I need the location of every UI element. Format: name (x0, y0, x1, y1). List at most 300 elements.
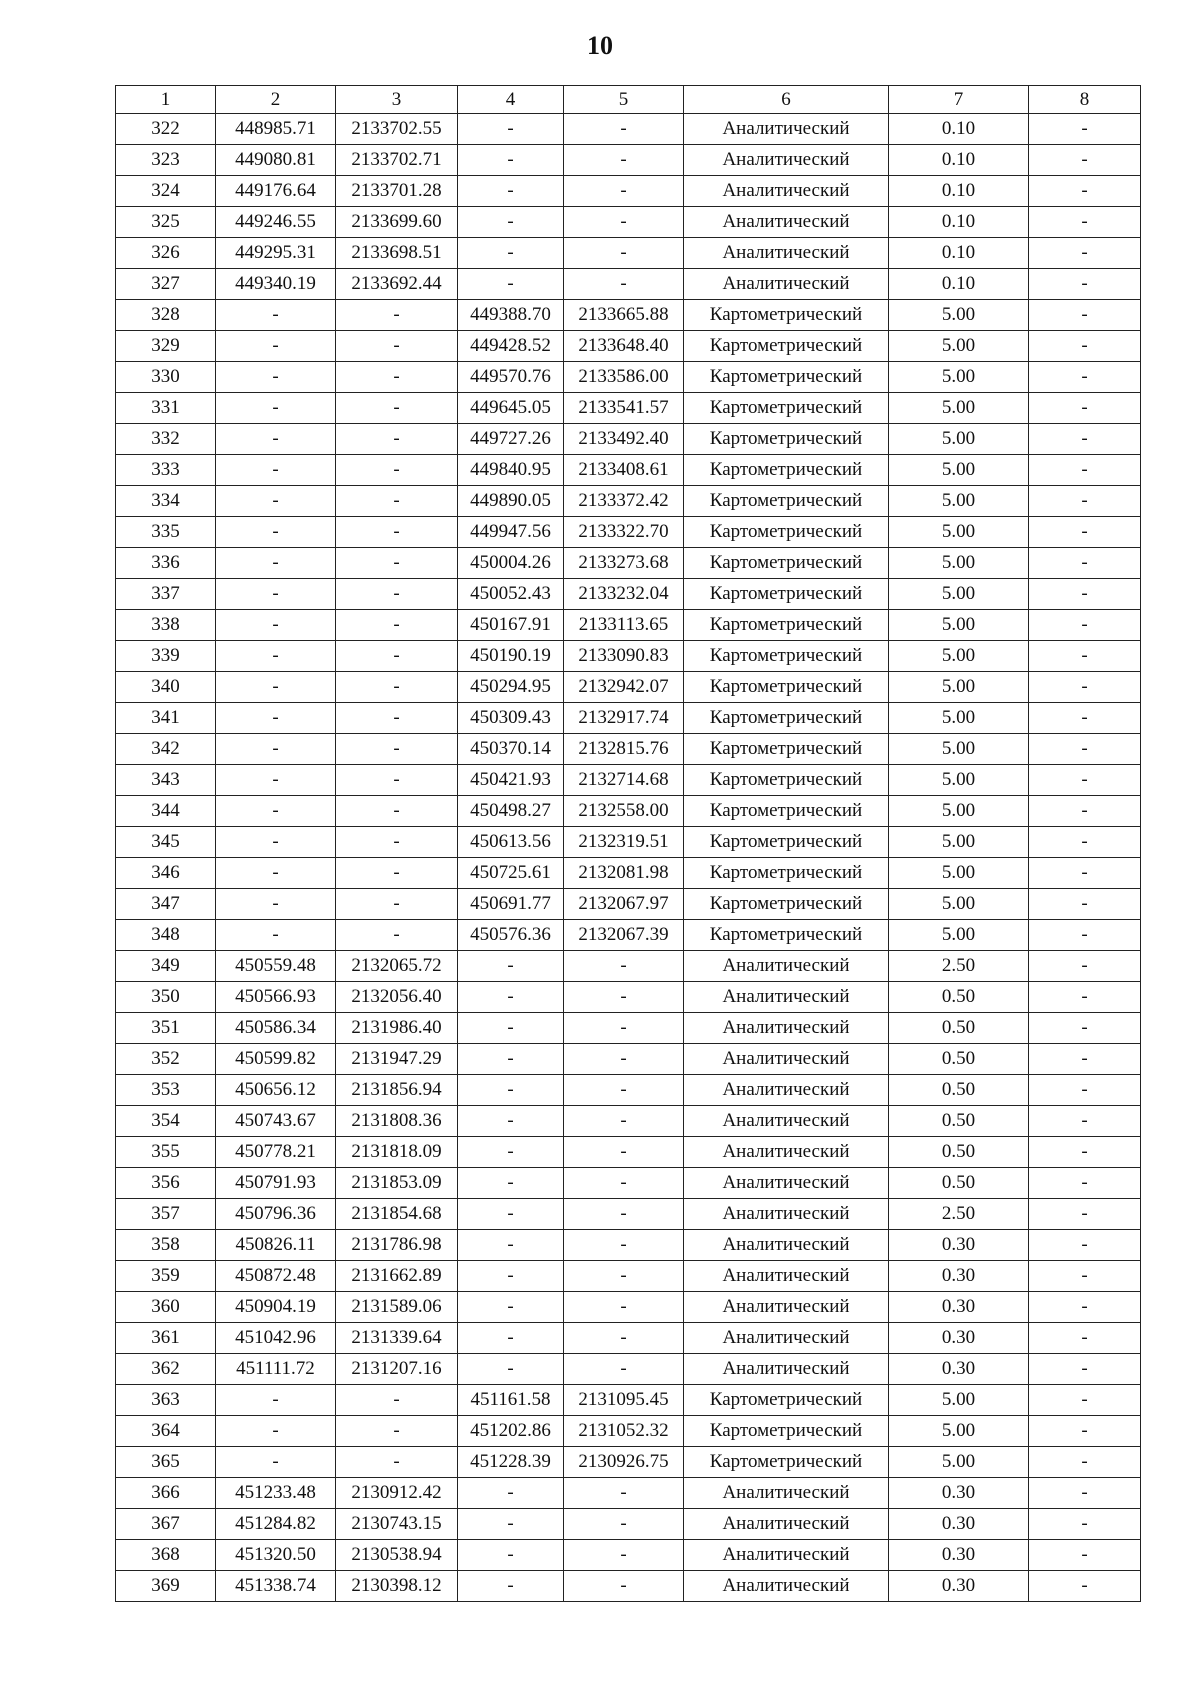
table-cell: - (564, 238, 684, 269)
table-cell: 0.30 (889, 1571, 1029, 1602)
table-cell: - (458, 1540, 564, 1571)
table-cell: 2133698.51 (336, 238, 458, 269)
table-cell: 2.50 (889, 1199, 1029, 1230)
table-row (116, 362, 1141, 393)
column-header: 8 (1029, 86, 1141, 114)
table-cell: 450872.48 (216, 1261, 336, 1292)
table-row (116, 424, 1141, 455)
table-cell: 338 (116, 610, 216, 641)
table-row (116, 517, 1141, 548)
table-cell: 450586.34 (216, 1013, 336, 1044)
table-row (116, 145, 1141, 176)
table-cell: 450725.61 (458, 858, 564, 889)
table-cell: - (216, 610, 336, 641)
table-cell: 450613.56 (458, 827, 564, 858)
table-cell: 450904.19 (216, 1292, 336, 1323)
table-cell: - (564, 1354, 684, 1385)
table-cell: 2130926.75 (564, 1447, 684, 1478)
table-cell: 358 (116, 1230, 216, 1261)
table-cell: 2133408.61 (564, 455, 684, 486)
table-cell: - (216, 1385, 336, 1416)
table-cell: - (1029, 796, 1141, 827)
column-header: 5 (564, 86, 684, 114)
table-cell: Аналитический (684, 1261, 889, 1292)
table-cell: - (458, 1571, 564, 1602)
table-cell: Картометрический (684, 362, 889, 393)
table-row (116, 920, 1141, 951)
table-row (116, 548, 1141, 579)
table-cell: - (564, 269, 684, 300)
table-cell: 0.50 (889, 1075, 1029, 1106)
table-cell: - (458, 1323, 564, 1354)
table-cell: - (336, 703, 458, 734)
table-cell: Аналитический (684, 1075, 889, 1106)
table-cell: 2131818.09 (336, 1137, 458, 1168)
table-cell: 361 (116, 1323, 216, 1354)
table-cell: 450421.93 (458, 765, 564, 796)
table-cell: 2133692.44 (336, 269, 458, 300)
table-cell: 2131095.45 (564, 1385, 684, 1416)
table-cell: - (1029, 1540, 1141, 1571)
table-row (116, 393, 1141, 424)
table-row (116, 1509, 1141, 1540)
table-cell: 0.50 (889, 1106, 1029, 1137)
table-cell: - (1029, 1075, 1141, 1106)
table-row (116, 579, 1141, 610)
table-cell: 331 (116, 393, 216, 424)
table-cell: - (564, 1323, 684, 1354)
table-cell: - (458, 114, 564, 145)
table-cell: 2131052.32 (564, 1416, 684, 1447)
table-cell: - (336, 641, 458, 672)
table-cell: 330 (116, 362, 216, 393)
table-cell: - (458, 1478, 564, 1509)
table-cell: Аналитический (684, 1323, 889, 1354)
table-cell: 362 (116, 1354, 216, 1385)
table-cell: - (1029, 641, 1141, 672)
table-cell: - (336, 610, 458, 641)
table-cell: - (1029, 1385, 1141, 1416)
table-cell: 2131853.09 (336, 1168, 458, 1199)
table-cell: 333 (116, 455, 216, 486)
table-cell: Аналитический (684, 238, 889, 269)
table-cell: 0.30 (889, 1478, 1029, 1509)
table-cell: 5.00 (889, 300, 1029, 331)
table-cell: - (216, 517, 336, 548)
table-cell: - (564, 1540, 684, 1571)
table-cell: - (336, 486, 458, 517)
table-row (116, 1013, 1141, 1044)
table-cell: - (216, 858, 336, 889)
table-cell: Картометрический (684, 517, 889, 548)
table-cell: - (1029, 1230, 1141, 1261)
table-cell: 5.00 (889, 486, 1029, 517)
table-cell: - (216, 827, 336, 858)
table-cell: 0.50 (889, 1044, 1029, 1075)
table-cell: - (1029, 176, 1141, 207)
table-cell: - (1029, 1571, 1141, 1602)
table-cell: 451042.96 (216, 1323, 336, 1354)
table-cell: - (1029, 827, 1141, 858)
table-cell: 450190.19 (458, 641, 564, 672)
table-cell: - (564, 176, 684, 207)
table-cell: 2131207.16 (336, 1354, 458, 1385)
table-row (116, 641, 1141, 672)
table-cell: Аналитический (684, 982, 889, 1013)
table-cell: Аналитический (684, 1292, 889, 1323)
table-cell: 332 (116, 424, 216, 455)
table-cell: 0.30 (889, 1292, 1029, 1323)
table-cell: 2131662.89 (336, 1261, 458, 1292)
table-cell: Аналитический (684, 951, 889, 982)
table-cell: 360 (116, 1292, 216, 1323)
table-cell: 341 (116, 703, 216, 734)
table-cell: 2130538.94 (336, 1540, 458, 1571)
table-cell: - (1029, 455, 1141, 486)
table-cell: - (1029, 1323, 1141, 1354)
table-cell: 449388.70 (458, 300, 564, 331)
table-cell: 359 (116, 1261, 216, 1292)
table-row (116, 1354, 1141, 1385)
table-cell: Аналитический (684, 1354, 889, 1385)
table-cell: - (336, 393, 458, 424)
table-cell: 450796.36 (216, 1199, 336, 1230)
table-cell: 2133665.88 (564, 300, 684, 331)
table-cell: 450566.93 (216, 982, 336, 1013)
table-cell: 326 (116, 238, 216, 269)
table-cell: - (1029, 1261, 1141, 1292)
table-cell: - (1029, 982, 1141, 1013)
table-cell: 0.30 (889, 1230, 1029, 1261)
table-cell: - (458, 1509, 564, 1540)
table-cell: - (1029, 424, 1141, 455)
table-cell: - (1029, 1137, 1141, 1168)
table-cell: 2133113.65 (564, 610, 684, 641)
table-cell: 367 (116, 1509, 216, 1540)
page-number: 10 (587, 31, 613, 60)
table-cell: 2133702.71 (336, 145, 458, 176)
table-cell: 450559.48 (216, 951, 336, 982)
table-cell: Аналитический (684, 1168, 889, 1199)
table-cell: - (1029, 145, 1141, 176)
table-cell: 2131339.64 (336, 1323, 458, 1354)
table-cell: 0.10 (889, 145, 1029, 176)
table-cell: - (1029, 1447, 1141, 1478)
table-cell: - (1029, 393, 1141, 424)
table-cell: - (216, 331, 336, 362)
table-cell: 2132319.51 (564, 827, 684, 858)
table-cell: 5.00 (889, 889, 1029, 920)
table-cell: 450778.21 (216, 1137, 336, 1168)
table-row (116, 1044, 1141, 1075)
table-cell: 327 (116, 269, 216, 300)
table-cell: 0.10 (889, 176, 1029, 207)
table-row (116, 1230, 1141, 1261)
table-cell: Картометрический (684, 455, 889, 486)
table-cell: Картометрический (684, 765, 889, 796)
table-cell: 450052.43 (458, 579, 564, 610)
table-cell: 5.00 (889, 734, 1029, 765)
table-cell: 450656.12 (216, 1075, 336, 1106)
table-cell: 348 (116, 920, 216, 951)
table-cell: Картометрический (684, 827, 889, 858)
table-cell: 2133699.60 (336, 207, 458, 238)
table-cell: - (1029, 486, 1141, 517)
table-cell: 2133701.28 (336, 176, 458, 207)
column-header: 4 (458, 86, 564, 114)
table-row (116, 176, 1141, 207)
table-cell: Картометрический (684, 1416, 889, 1447)
table-cell: 0.30 (889, 1354, 1029, 1385)
table-header (116, 86, 1141, 114)
table-cell: 5.00 (889, 796, 1029, 827)
table-cell: 0.10 (889, 207, 1029, 238)
table-cell: 2130912.42 (336, 1478, 458, 1509)
table-cell: Картометрический (684, 393, 889, 424)
table-cell: Аналитический (684, 1199, 889, 1230)
table-cell: Аналитический (684, 207, 889, 238)
table-cell: 5.00 (889, 672, 1029, 703)
table-cell: - (1029, 672, 1141, 703)
table-cell: - (1029, 765, 1141, 796)
table-cell: 450599.82 (216, 1044, 336, 1075)
table-cell: - (1029, 331, 1141, 362)
table-cell: 2132065.72 (336, 951, 458, 982)
table-cell: 344 (116, 796, 216, 827)
table-cell: 349 (116, 951, 216, 982)
table-cell: - (458, 1137, 564, 1168)
table-cell: - (1029, 1168, 1141, 1199)
table-cell: - (564, 207, 684, 238)
table-cell: - (458, 982, 564, 1013)
table-cell: 352 (116, 1044, 216, 1075)
table-cell: - (564, 1509, 684, 1540)
table-cell: 2132942.07 (564, 672, 684, 703)
table-cell: - (336, 734, 458, 765)
table-cell: 2132067.39 (564, 920, 684, 951)
table-cell: 2131589.06 (336, 1292, 458, 1323)
table-cell: Аналитический (684, 1106, 889, 1137)
table-cell: - (458, 1261, 564, 1292)
table-cell: - (458, 1044, 564, 1075)
table-cell: 449176.64 (216, 176, 336, 207)
table-cell: Аналитический (684, 1540, 889, 1571)
table-cell: - (564, 1044, 684, 1075)
table-cell: - (336, 455, 458, 486)
table-row (116, 796, 1141, 827)
table-cell: 5.00 (889, 920, 1029, 951)
table-cell: 329 (116, 331, 216, 362)
table-cell: 346 (116, 858, 216, 889)
table-row (116, 672, 1141, 703)
table-cell: 0.30 (889, 1323, 1029, 1354)
table-cell: - (458, 1354, 564, 1385)
table-cell: - (564, 1478, 684, 1509)
table-cell: Картометрический (684, 486, 889, 517)
table-cell: 449727.26 (458, 424, 564, 455)
table-cell: 449947.56 (458, 517, 564, 548)
table-cell: 366 (116, 1478, 216, 1509)
table-cell: 369 (116, 1571, 216, 1602)
table-row (116, 1478, 1141, 1509)
table-row (116, 1540, 1141, 1571)
table-cell: - (1029, 238, 1141, 269)
table-cell: 2131856.94 (336, 1075, 458, 1106)
table-cell: 2132067.97 (564, 889, 684, 920)
table-cell: - (216, 579, 336, 610)
table-cell: 5.00 (889, 858, 1029, 889)
table-cell: 450498.27 (458, 796, 564, 827)
table-cell: - (1029, 889, 1141, 920)
table-body (116, 114, 1141, 1602)
table-cell: 5.00 (889, 362, 1029, 393)
table-cell: - (458, 238, 564, 269)
table-cell: 449340.19 (216, 269, 336, 300)
table-cell: 2133090.83 (564, 641, 684, 672)
table-cell: 449840.95 (458, 455, 564, 486)
table-cell: 451228.39 (458, 1447, 564, 1478)
table-row (116, 827, 1141, 858)
table-cell: - (458, 1230, 564, 1261)
table-cell: - (458, 1168, 564, 1199)
table-cell: - (216, 1416, 336, 1447)
table-cell: - (1029, 1292, 1141, 1323)
table-cell: 2.50 (889, 951, 1029, 982)
table-cell: - (564, 982, 684, 1013)
table-cell: 351 (116, 1013, 216, 1044)
table-cell: 347 (116, 889, 216, 920)
table-cell: 5.00 (889, 455, 1029, 486)
table-row (116, 1075, 1141, 1106)
table-cell: 449890.05 (458, 486, 564, 517)
table-cell: - (336, 1447, 458, 1478)
table-cell: 5.00 (889, 517, 1029, 548)
table-row (116, 734, 1141, 765)
table-cell: - (1029, 1354, 1141, 1385)
table-cell: - (1029, 1478, 1141, 1509)
table-cell: - (564, 1075, 684, 1106)
table-cell: 2133648.40 (564, 331, 684, 362)
table-cell: 2130398.12 (336, 1571, 458, 1602)
table-cell: - (1029, 1013, 1141, 1044)
table-cell: - (336, 331, 458, 362)
table-cell: - (216, 1447, 336, 1478)
table-cell: - (1029, 610, 1141, 641)
table-cell: 450791.93 (216, 1168, 336, 1199)
table-cell: - (336, 1416, 458, 1447)
table-cell: - (564, 1168, 684, 1199)
table-cell: 5.00 (889, 641, 1029, 672)
table-cell: - (564, 951, 684, 982)
table-cell: 322 (116, 114, 216, 145)
table-cell: 365 (116, 1447, 216, 1478)
table-cell: Аналитический (684, 176, 889, 207)
table-cell: 5.00 (889, 765, 1029, 796)
table-cell: - (564, 1106, 684, 1137)
table-row (116, 114, 1141, 145)
table-cell: - (458, 1199, 564, 1230)
table-cell: 350 (116, 982, 216, 1013)
table-cell: - (1029, 920, 1141, 951)
table-cell: - (564, 1013, 684, 1044)
table-cell: Картометрический (684, 703, 889, 734)
table-cell: - (336, 889, 458, 920)
table-cell: 2132081.98 (564, 858, 684, 889)
table-cell: - (1029, 114, 1141, 145)
table-cell: - (458, 1292, 564, 1323)
table-cell: Картометрический (684, 858, 889, 889)
table-cell: 5.00 (889, 579, 1029, 610)
table-cell: 0.30 (889, 1509, 1029, 1540)
table-cell: 5.00 (889, 1416, 1029, 1447)
table-cell: - (1029, 1044, 1141, 1075)
table-cell: Картометрический (684, 1447, 889, 1478)
table-cell: 5.00 (889, 548, 1029, 579)
table-cell: 355 (116, 1137, 216, 1168)
table-cell: 340 (116, 672, 216, 703)
table-cell: 5.00 (889, 827, 1029, 858)
table-row (116, 238, 1141, 269)
table-row (116, 858, 1141, 889)
table-row (116, 269, 1141, 300)
table-cell: - (458, 1106, 564, 1137)
table-cell: 5.00 (889, 1385, 1029, 1416)
table-cell: 451233.48 (216, 1478, 336, 1509)
table-cell: 2132558.00 (564, 796, 684, 827)
table-cell: 449246.55 (216, 207, 336, 238)
table-cell: - (336, 827, 458, 858)
table-cell: - (1029, 1509, 1141, 1540)
table-cell: 324 (116, 176, 216, 207)
table-row (116, 982, 1141, 1013)
table-cell: - (336, 362, 458, 393)
column-header: 1 (116, 86, 216, 114)
table-cell: 450826.11 (216, 1230, 336, 1261)
table-cell: - (458, 269, 564, 300)
table-cell: - (1029, 1199, 1141, 1230)
table-cell: - (216, 393, 336, 424)
table-cell: 451202.86 (458, 1416, 564, 1447)
table-cell: - (216, 765, 336, 796)
table-row (116, 1447, 1141, 1478)
table-cell: - (336, 672, 458, 703)
table-cell: 2133492.40 (564, 424, 684, 455)
table-cell: Картометрический (684, 300, 889, 331)
table-cell: 0.30 (889, 1540, 1029, 1571)
table-cell: 0.50 (889, 1168, 1029, 1199)
table-cell: 364 (116, 1416, 216, 1447)
table-cell: 335 (116, 517, 216, 548)
table-cell: - (564, 114, 684, 145)
table-cell: Картометрический (684, 920, 889, 951)
table-cell: - (336, 579, 458, 610)
table-cell: Аналитический (684, 1013, 889, 1044)
table-cell: 357 (116, 1199, 216, 1230)
table-cell: 368 (116, 1540, 216, 1571)
table-row (116, 455, 1141, 486)
table-cell: 450691.77 (458, 889, 564, 920)
table-cell: 0.50 (889, 1013, 1029, 1044)
table-cell: - (216, 300, 336, 331)
table-cell: 451111.72 (216, 1354, 336, 1385)
table-cell: Картометрический (684, 641, 889, 672)
table-cell: - (1029, 1416, 1141, 1447)
table-cell: - (564, 1230, 684, 1261)
table-cell: 5.00 (889, 424, 1029, 455)
table-cell: 5.00 (889, 703, 1029, 734)
table-cell: - (1029, 579, 1141, 610)
table-cell: - (458, 145, 564, 176)
